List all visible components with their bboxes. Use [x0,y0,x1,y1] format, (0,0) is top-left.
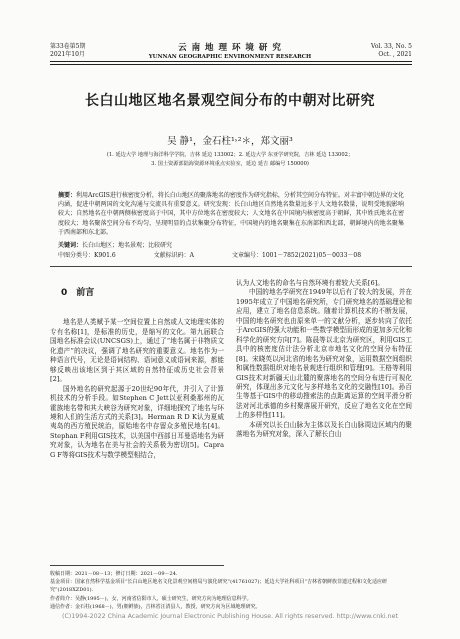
body-paragraph: 国外地名的研究起源于20世纪90年代，并引入了计算机技术的分析手段。如Stephen C Jett以亚利桑那州的瓦霍族地名带和其大峡谷为研究对象，详细地探究了地名与环境和人们的生活方式的关系[3]。Herman R D K认为夏威夷岛的西方殖民统治，原始地名中存留众多殖民地名[4]。Stephan F利用GIS技术，以美国中西部日耳曼语地名为研究对象，认为地名在美与社会的关系极为密切[5]。Capra G F等将GIS技术与数学模型相结合， [50,384,224,459]
affiliation-line: 3. 国土资源部陆海资源环境重点实验室，延边 延吉 邮编号 150000) [151,161,309,167]
paper-title: 长白山地区地名景观空间分布的中朝对比研究 [85,93,375,109]
authors: 吴 静¹，金石柱¹˒²＊，郑文丽³ [167,136,293,147]
body-paragraph: 地名是人类赋予某一空间位置上自然或人文地理实体的专有名称[1]，是标准的历史，是缩写的文化。第九届联合国地名标准会议(UNCSGS)上，通过了“地名属于非物质文化遗产”的决议，强调了地名研究的重要意义。地名作为一种语言代号，无论是语词结构、语词意义或语词来源，都能够反映出该地区到于其区域的自然特征或历史社会背景[2]。 [50,318,224,384]
doc-code: 文献标识码：A [153,252,195,259]
footnote: 通信作者：金石柱(1968－)，男(朝鲜族)，吉林省汪清县人，教授，研究方向为区域地理研究。 [50,603,261,610]
body-paragraph: 中国的地名学研究在1949年以后有了较大的发展，并在1995年成立了中国地名研究所，专门研究地名的基础理论和应用，建立了地名信息系统。随着计算机技术的不断发展，中国的地名研究也由原来单一的文献分析，逐步转向了依托于ArcGIS的强大功能和一些数学模型而形成的更加多元化和科学化的研究方向[7]。陈晨等以北京为研究区，利用GIS工具中的核密度估计法分析北京市地名文化的空间分布特征[8]。宋晓英以河北省的地名为研究对象，运用数据空间组织和属性数据组织对地名景观进行组织和管理[9]。王格等利用GIS技术对新疆天山北麓的聚落地名的空间分布进行可视化研究，体现出多元文化与多样地名文化的交融性[10]。孙百生等基于GIS中的移动搜索法的点距离运算的空间平滑分析法对河北承德的乡村聚落展开研究，反应了地名文化在空间上的多样性[11]。 [236,288,412,420]
copyright-footer: (C)1994-2022 China Academic Journal Electronic Publishing House. All rights reserved. http://www.cnki.net [61,613,398,620]
keywords-label: 关键词： [58,242,83,249]
journal-name-cn: 云 南 地 理 环 境 研 究 [178,43,282,53]
date-cn: 2021年10月 [50,51,85,58]
footnote: 作者简介：吴静(1995－)，女，河南省信阳市人，硕士研究生，研究方向为地理信息科学。 [50,595,252,602]
journal-name-en: YUNNAN GEOGRAPHIC ENVIRONMENT RESEARCH [148,54,312,60]
body-column-right [236,279,412,440]
header-rule-thin [50,64,412,65]
abstract-separator [50,266,412,267]
affiliations [60,151,400,169]
keywords-text: 长白山地区；地名景观；比较研究 [82,242,173,249]
abstract-text: 利用ArcGIS进行核密度分析，将长白山地区的聚落地名的密度作为研究指标，分析其空间分布特征。对丰富中朝边界的文化内涵，促进中朝两国的文化沟通与交流具有重要意义。研究发现：长白山地区自然地名数量远多于人文地名数量，说明受地貌影响较大；自然地名在中朝两侧核密度高于中国，其中方位地名在密度较大；人文地名在中国境内核密度高于朝鲜，其中姓氏地名在密度较大；地名聚落空间分布不均匀，呈现明显的点状集聚分布特征，中国境内的地名聚集在东南部和西北部，朝鲜境内的地名聚集于西南部和东北部。 [58,192,404,236]
footnote: 收稿日期：2021－08－13；修订日期：2021－09－24. [50,571,178,577]
footnotes [50,570,412,611]
header-volume-en [371,43,412,59]
volume-en: Vol. 33, No. 5 [371,43,412,50]
body-column-left [50,279,224,460]
clc-number: 中图分类号：K901.6 [58,252,116,259]
body-paragraph: 认为人文地名的命名与自然环境有着较大关系[6]。 [236,279,384,287]
article-number: 文章编号：1001－7852(2021)05－0033－08 [232,252,362,259]
article-meta [58,251,404,260]
body-paragraph: 本研究以长白山脉为主体以及长白山脉周边区域内的聚落地名为研究对象，深入了解长白山 [236,420,412,439]
footnote-rule [50,565,224,566]
abstract [58,191,404,237]
abstract-label: 摘要： [58,192,77,199]
date-en: Oct. , 2021 [378,51,412,58]
affiliation-line: (1. 延边大学 地理与海洋科学学院，吉林 延边 133002；2. 延边大学 东亚学研究院，吉林 延边 133002； [106,152,354,158]
volume-cn: 第33卷第5期 [50,43,86,50]
footnote: 基金项目：国家自然科学基金项目“长白山地区地名文化景观空间格局与演化研究”(41761027)；延边大学社科项目“吉林省朝鲜族非遗过程和文化适应研究”(2018XZD01). [50,579,388,594]
section-heading: 0 前言 [61,288,95,298]
header-rule [50,61,412,62]
keywords [58,241,404,250]
